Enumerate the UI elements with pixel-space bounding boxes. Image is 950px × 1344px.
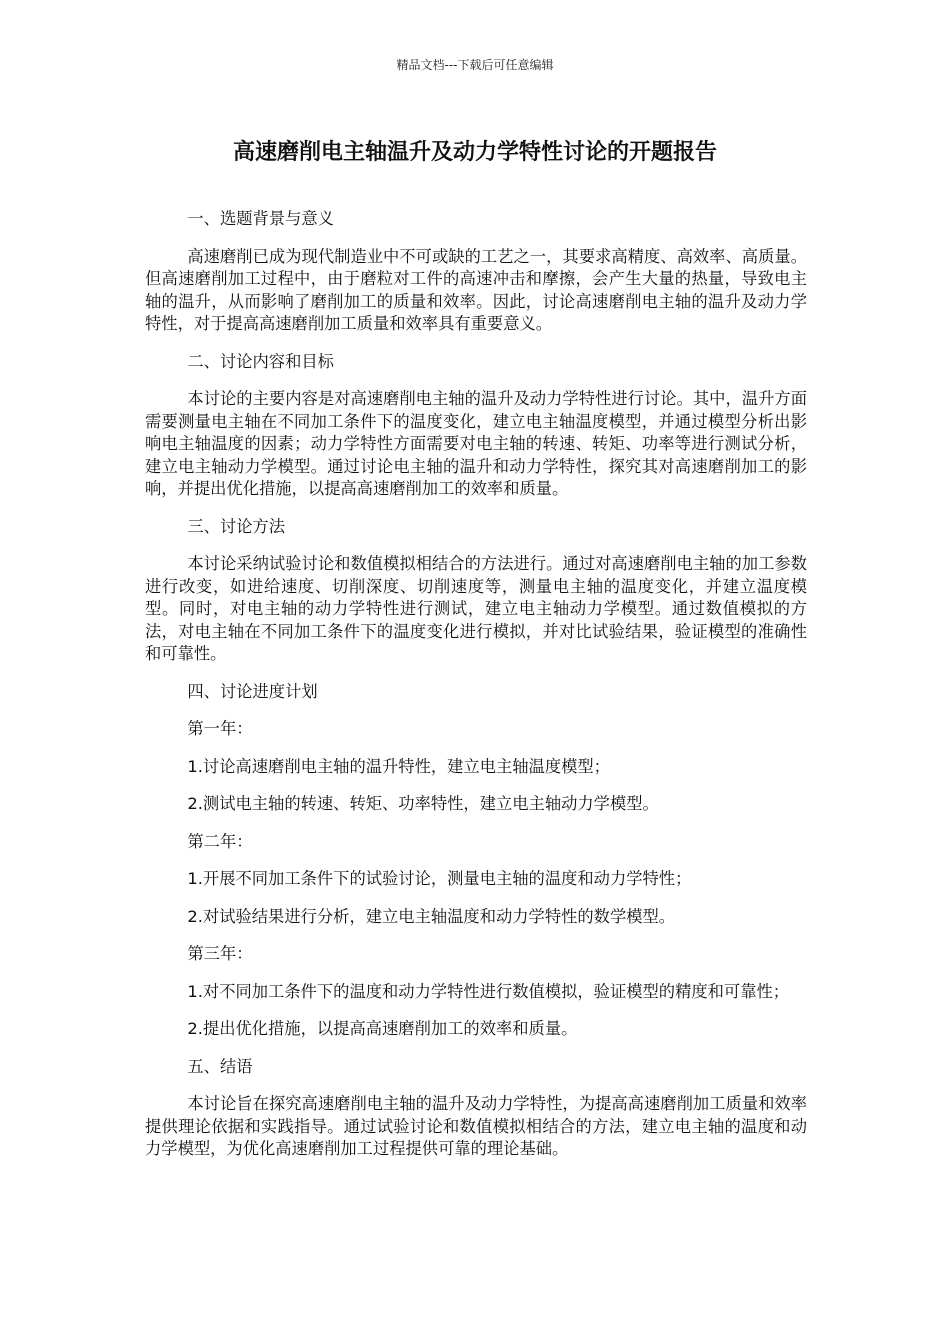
- section-heading-background: 一、选题背景与意义: [187, 209, 334, 228]
- schedule-year-2-item-1: 1.开展不同加工条件下的试验讨论，测量电主轴的温度和动力学特性；: [187, 869, 692, 888]
- schedule-year-3-label: 第三年：: [187, 944, 253, 963]
- section-heading-content-goals: 二、讨论内容和目标: [187, 351, 334, 371]
- paragraph-background: 高速磨削已成为现代制造业中不可或缺的工艺之一，其要求高精度、高效率、高质量。但高速磨削加工过程中，由于磨粒对工件的高速冲击和摩擦，会产生大量的热量，导致电主轴的温升，从而影响了磨削加工的质量和效率。因此，讨论高速磨削电主轴的温升及动力学特性，对于提高高速磨削加工质量和效率具有重要意义。: [145, 246, 807, 333]
- schedule-year-3-item-1: 1.对不同加工条件下的温度和动力学特性进行数值模拟，验证模型的精度和可靠性；: [187, 981, 790, 1001]
- section-heading-schedule: 四、讨论进度计划: [187, 681, 318, 701]
- schedule-year-2-item-2: 2.对试验结果进行分析，建立电主轴温度和动力学特性的数学模型。: [187, 906, 676, 926]
- document-body: [145, 208, 807, 1176]
- section-heading-methods: 三、讨论方法: [187, 516, 286, 536]
- section-heading-conclusion: 五、结语: [187, 1056, 253, 1076]
- schedule-year-1-item-1: 1.讨论高速磨削电主轴的温升特性，建立电主轴温度模型；: [187, 756, 610, 776]
- document-title: 高速磨削电主轴温升及动力学特性讨论的开题报告: [232, 140, 717, 165]
- paragraph-conclusion: 本讨论旨在探究高速磨削电主轴的温升及动力学特性，为提高高速磨削加工质量和效率提供理论依据和实践指导。通过试验讨论和数值模拟相结合的方法，建立电主轴的温度和动力学模型，为优化高速磨削加工过程提供可靠的理论基础。: [145, 1094, 807, 1158]
- schedule-year-2-label: 第二年：: [187, 831, 253, 851]
- header-note: 精品文档---下载后可任意编辑: [396, 58, 554, 72]
- paragraph-methods: 本讨论采纳试验讨论和数值模拟相结合的方法进行。通过对高速磨削电主轴的加工参数进行改变，如进给速度、切削深度、切削速度等，测量电主轴的温度变化，并建立温度模型。同时，对电主轴的动力学特性进行测试，建立电主轴动力学模型。通过数值模拟的方法，对电主轴在不同加工条件下的温度变化进行模拟，并对比试验结果，验证模型的准确性和可靠性。: [145, 554, 807, 663]
- schedule-year-3-item-2: 2.提出优化措施，以提高高速磨削加工的效率和质量。: [187, 1019, 578, 1038]
- paragraph-content-goals: 本讨论的主要内容是对高速磨削电主轴的温升及动力学特性进行讨论。其中，温升方面需要测量电主轴在不同加工条件下的温度变化，建立电主轴温度模型，并通过模型分析出影响电主轴温度的因素；动力学特性方面需要对电主轴的转速、转矩、功率等进行测试分析，建立电主轴动力学模型。通过讨论电主轴的温升和动力学特性，探究其对高速磨削加工的影响，并提出优化措施，以提高高速磨削加工的效率和质量。: [145, 389, 807, 498]
- schedule-year-1-label: 第一年：: [187, 719, 253, 738]
- schedule-year-1-item-2: 2.测试电主轴的转速、转矩、功率特性，建立电主轴动力学模型。: [187, 794, 659, 813]
